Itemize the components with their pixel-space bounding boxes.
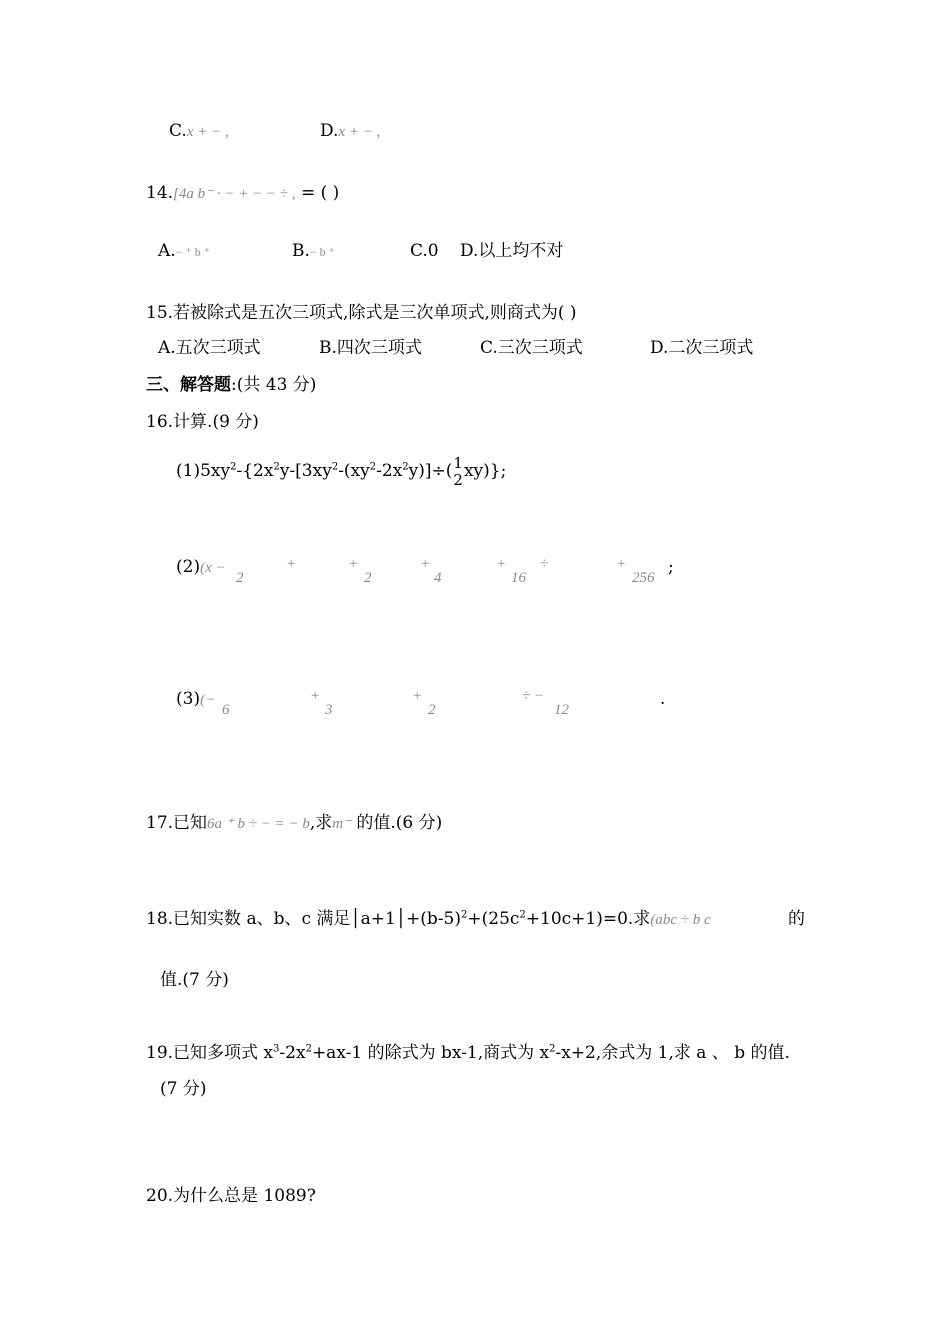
q15-option-d: D.二次三项式 — [650, 338, 754, 358]
q17-question: 17.已知6a ⁺ b ÷ − = − b,求m⁻ 的值.(6 分) — [146, 813, 443, 833]
section-heading: 三、解答题:(共 43 分) — [146, 375, 317, 395]
q16-part3-plus-2: + — [412, 688, 423, 704]
q14-answer-bracket: = ( ) — [300, 183, 340, 203]
q18-suffix: 的 — [788, 909, 805, 929]
q13-option-c-expr: x + − , — [186, 124, 229, 140]
q16-part2-divide: ÷ — [540, 556, 549, 572]
q16-part2-den-3: 4 — [434, 570, 442, 586]
q17-expression: 6a ⁺ b ÷ − = − b — [207, 816, 310, 832]
q18-expression: (abc ÷ b c — [650, 912, 711, 928]
q16-part2-plus-3: + — [420, 556, 431, 572]
q15-question: 15.若被除式是五次三项式,除式是三次单项式,则商式为( ) — [146, 303, 577, 323]
q14-option-c: C.0 — [410, 241, 439, 261]
q16-part1: $(1)5xy^2-\{2x^2y-[3xy^2-(xy^2-2x^2y)]\div$( 1 2 xy)}; — [176, 453, 507, 489]
q14-expression: [4a b⁻ · − + − − ÷ , — [173, 186, 296, 202]
q16-part3-den-1: 6 — [222, 702, 230, 718]
q16-part3: (3)(− — [176, 689, 216, 709]
q16-part2-plus-1: + — [286, 556, 297, 572]
q14-option-a: A.− ⁺ b ⁺ — [158, 241, 211, 261]
q16-part2-den-4: 16 — [511, 570, 526, 586]
q19-question: 19.已知多项式 $x^3-2x^2+ax-1$ 的除式为 bx-1,商式为 $x^2-x+2$,余式为 1,求 a 、 b 的值. — [146, 1043, 790, 1063]
q15-option-a: A.五次三项式 — [158, 338, 261, 358]
q19-score: (7 分) — [160, 1079, 207, 1099]
q14-option-d: D.以上均不对 — [460, 241, 564, 261]
q16-part3-den-2: 3 — [325, 702, 333, 718]
q16-part2-plus-4: + — [496, 556, 507, 572]
q16-part3-plus-1: + — [310, 688, 321, 704]
q16-part2-den-1: 2 — [236, 570, 244, 586]
q16-part3-den-3: 2 — [428, 702, 436, 718]
q13-option-d-expr: x + − , — [338, 124, 381, 140]
q16-part2-end: ; — [668, 557, 674, 577]
q16-part2-den-5: 256 — [632, 570, 655, 586]
q15-option-b: B.四次三项式 — [319, 338, 422, 358]
q16-part2-plus-2: + — [348, 556, 359, 572]
q16-part2: (2)(x − — [176, 557, 226, 577]
q16-part3-den-4: 12 — [554, 702, 569, 718]
q13-option-c: C.x + − , — [169, 121, 229, 141]
fraction-one-half: 1 2 — [453, 453, 463, 489]
q20-question: 20.为什么总是 1089? — [146, 1186, 316, 1206]
q14-question: 14.[4a b⁻ · − + − − ÷ , = ( ) — [146, 183, 340, 203]
q16-part3-end: . — [660, 689, 666, 709]
q16-part2-plus-5: + — [616, 556, 627, 572]
q18-question: 18.已知实数 a、b、c 满足$│a+1│+(b-5)^2+(25c^2+10c+1)=0$.求(abc ÷ b c — [146, 909, 711, 929]
q18-score: 值.(7 分) — [160, 970, 229, 990]
q14-option-b: B.− b ⁺ — [292, 241, 336, 261]
q16-part2-den-2: 2 — [364, 570, 372, 586]
q16-question: 16.计算.(9 分) — [146, 412, 259, 432]
q16-part3-divide: ÷ − — [522, 688, 545, 704]
q13-option-d: D.x + − , — [320, 121, 381, 141]
q15-option-c: C.三次三项式 — [480, 338, 583, 358]
